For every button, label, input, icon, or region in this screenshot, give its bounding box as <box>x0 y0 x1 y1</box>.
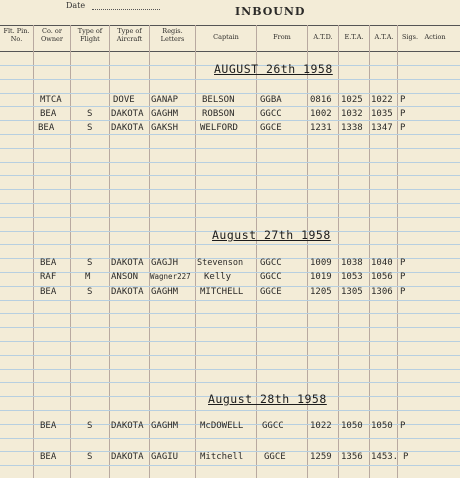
col-action: Action <box>424 33 446 41</box>
col-captain: Captain <box>213 33 239 41</box>
ruled-line <box>0 313 460 314</box>
ruled-line <box>0 382 460 383</box>
table-row: BEA S DAKOTA GAGHM McDOWELL GGCC 1022 1050 1050 P <box>40 421 406 431</box>
column-header <box>0 28 460 50</box>
ruled-line <box>0 162 460 163</box>
ruled-line <box>0 465 460 466</box>
col-regis: Regis. Letters <box>160 27 185 43</box>
ruled-line <box>0 189 460 190</box>
col-from: From <box>273 33 291 41</box>
table-row: BEA S DAKOTA GAGHM MITCHELL GGCE 1205 1305 1306 P <box>40 287 406 297</box>
ruled-line <box>0 203 460 204</box>
date-label: Date <box>66 1 86 10</box>
ruled-line <box>0 148 460 149</box>
ruled-line <box>0 341 460 342</box>
ruled-line <box>0 327 460 328</box>
section-date: AUGUST 26th 1958 <box>214 62 333 76</box>
col-ata: A.T.A. <box>374 33 394 41</box>
ruled-line <box>0 217 460 218</box>
ruled-line <box>0 79 460 80</box>
table-row: MTCA DOVE GANAP BELSON GGBA 0816 1025 1022 P <box>40 95 406 105</box>
col-owner: Co. or Owner <box>40 27 64 43</box>
col-aircraft: Type of Aircraft <box>116 27 143 43</box>
table-row: BEA S DAKOTA GAGIU Mitchell GGCE 1259 1356 1453. P <box>40 452 409 462</box>
section-date: August 28th 1958 <box>208 392 327 406</box>
col-sigs: Sigs. <box>401 33 419 41</box>
table-row: RAF M ANSON Wagner227 Kelly GGCC 1019 1053 1056 P <box>40 272 406 282</box>
ruled-line <box>0 244 460 245</box>
ruled-line <box>0 175 460 176</box>
page-title: INBOUND <box>235 5 306 18</box>
ruled-line <box>0 438 460 439</box>
ruled-line <box>0 300 460 301</box>
col-eta: E.T.A. <box>344 33 364 41</box>
ruled-line <box>0 369 460 370</box>
ruled-line <box>0 410 460 411</box>
table-row: BEA S DAKOTA GAKSH WELFORD GGCE 1231 1338 1347 P <box>38 123 406 133</box>
table-row: BEA S DAKOTA GAGHM ROBSON GGCC 1002 1032 1035 P <box>40 109 406 119</box>
col-flt-no: Flt. Pin. No. <box>3 27 30 43</box>
header-top-rule <box>0 25 460 26</box>
table-row: BEA S DAKOTA GAGJH Stevenson GGCC 1009 1038 1040 P <box>40 258 406 268</box>
date-line <box>92 9 160 10</box>
header-bottom-rule <box>0 51 460 52</box>
col-flight-type: Type of Flight <box>77 27 103 43</box>
section-date: August 27th 1958 <box>212 228 331 242</box>
ruled-line <box>0 355 460 356</box>
col-atd: A.T.D. <box>313 33 333 41</box>
